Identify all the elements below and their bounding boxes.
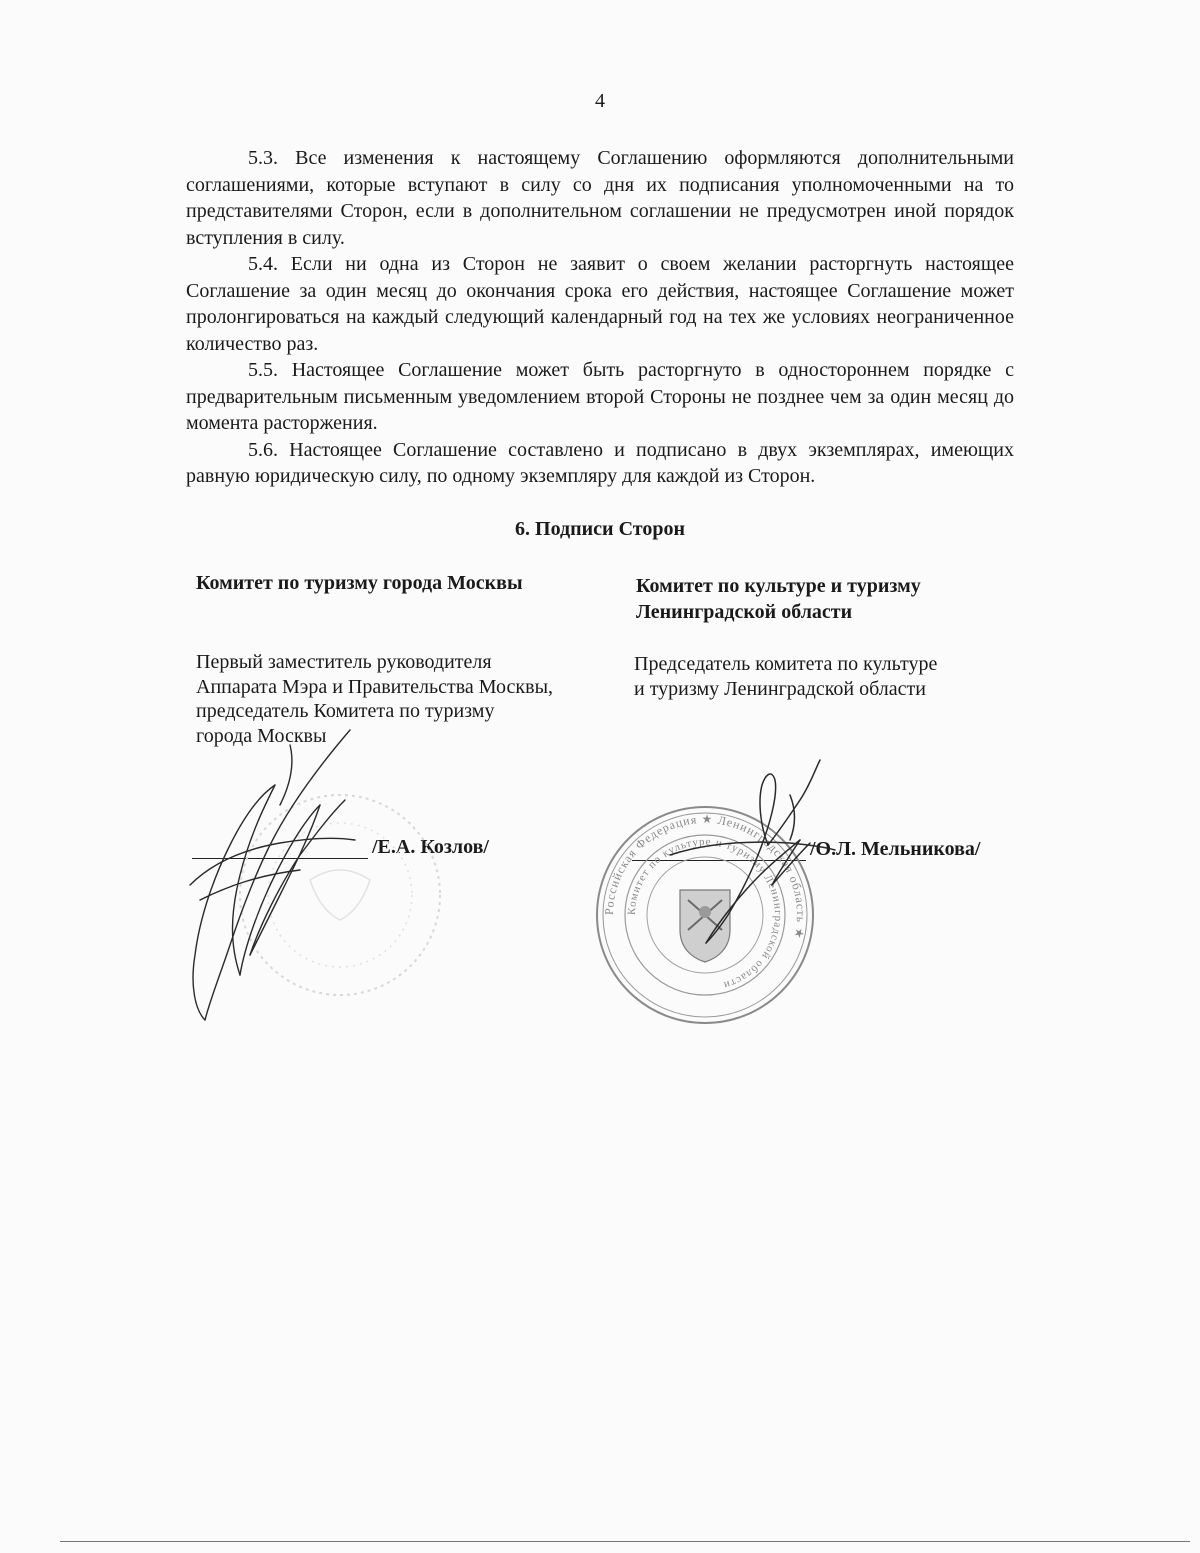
right-position-line: Председатель комитета по культуре	[634, 653, 938, 675]
left-position-line: Первый заместитель руководителя	[196, 651, 492, 673]
agreement-clauses	[186, 145, 1014, 490]
left-party-position	[196, 650, 616, 748]
left-position-line: Аппарата Мэра и Правительства Москвы,	[196, 675, 554, 698]
right-position-line: и туризму Ленинградской области	[634, 677, 926, 700]
right-signature-line	[632, 860, 806, 861]
official-seal-icon	[590, 800, 820, 1030]
clause-5-4: 5.4. Если ни одна из Сторон не заявит о своем желании расторгнуть настоящее Соглашение за один месяц до окончания срока его действия, настоящее Соглашение может пролонгироваться на каждый следующий календарный год на тех же условиях неограниченное количество раз.	[186, 253, 1014, 355]
clause-5-6: 5.6. Настоящее Соглашение составлено и подписано в двух экземплярах, имеющих равную юридическую силу, по одному экземпляру для каждой из Сторон.	[186, 438, 1014, 487]
left-position-line: председатель Комитета по туризму	[196, 700, 495, 722]
left-signature-line	[192, 858, 368, 859]
page-number: 4	[595, 90, 605, 112]
left-signatory-name: /Е.А. Козлов/	[372, 836, 489, 858]
signatures-section-title: 6. Подписи Сторон	[515, 518, 685, 540]
right-organization-line: Ленинградской области	[636, 601, 853, 623]
left-position-line: города Москвы	[196, 724, 327, 747]
left-signature-icon	[170, 725, 410, 1025]
page-bottom-rule	[60, 1541, 1190, 1542]
left-party-organization: Комитет по туризму города Москвы	[196, 572, 523, 594]
right-party-organization	[636, 573, 1036, 625]
svg-text:Российская Федерация ★ Ленингр: Российская Федерация ★ Ленинградская область ★	[601, 811, 809, 941]
clause-5-5: 5.5. Настоящее Соглашение может быть расторгнуто в одностороннем порядке с предварительным письменным уведомлением второй Стороны не позднее чем за один месяц до момента расторжения.	[186, 359, 1014, 434]
seal-text: Комитет по культуре и туризму Ленинградской области	[625, 835, 785, 992]
right-organization-line: Комитет по культуре и туризму	[636, 575, 921, 597]
left-faint-stamp-icon	[210, 780, 450, 1010]
right-signatory-name: /О.Л. Мельникова/	[810, 838, 981, 860]
right-party-position	[634, 652, 1034, 701]
clause-5-3: 5.3. Все изменения к настоящему Соглашению оформляются дополнительными соглашениями, которые вступают в силу со дня их подписания уполномоченными на то представителями Сторон, если в дополнительном соглашении не предусмотрен иной порядок вступления в силу.	[186, 147, 1014, 249]
